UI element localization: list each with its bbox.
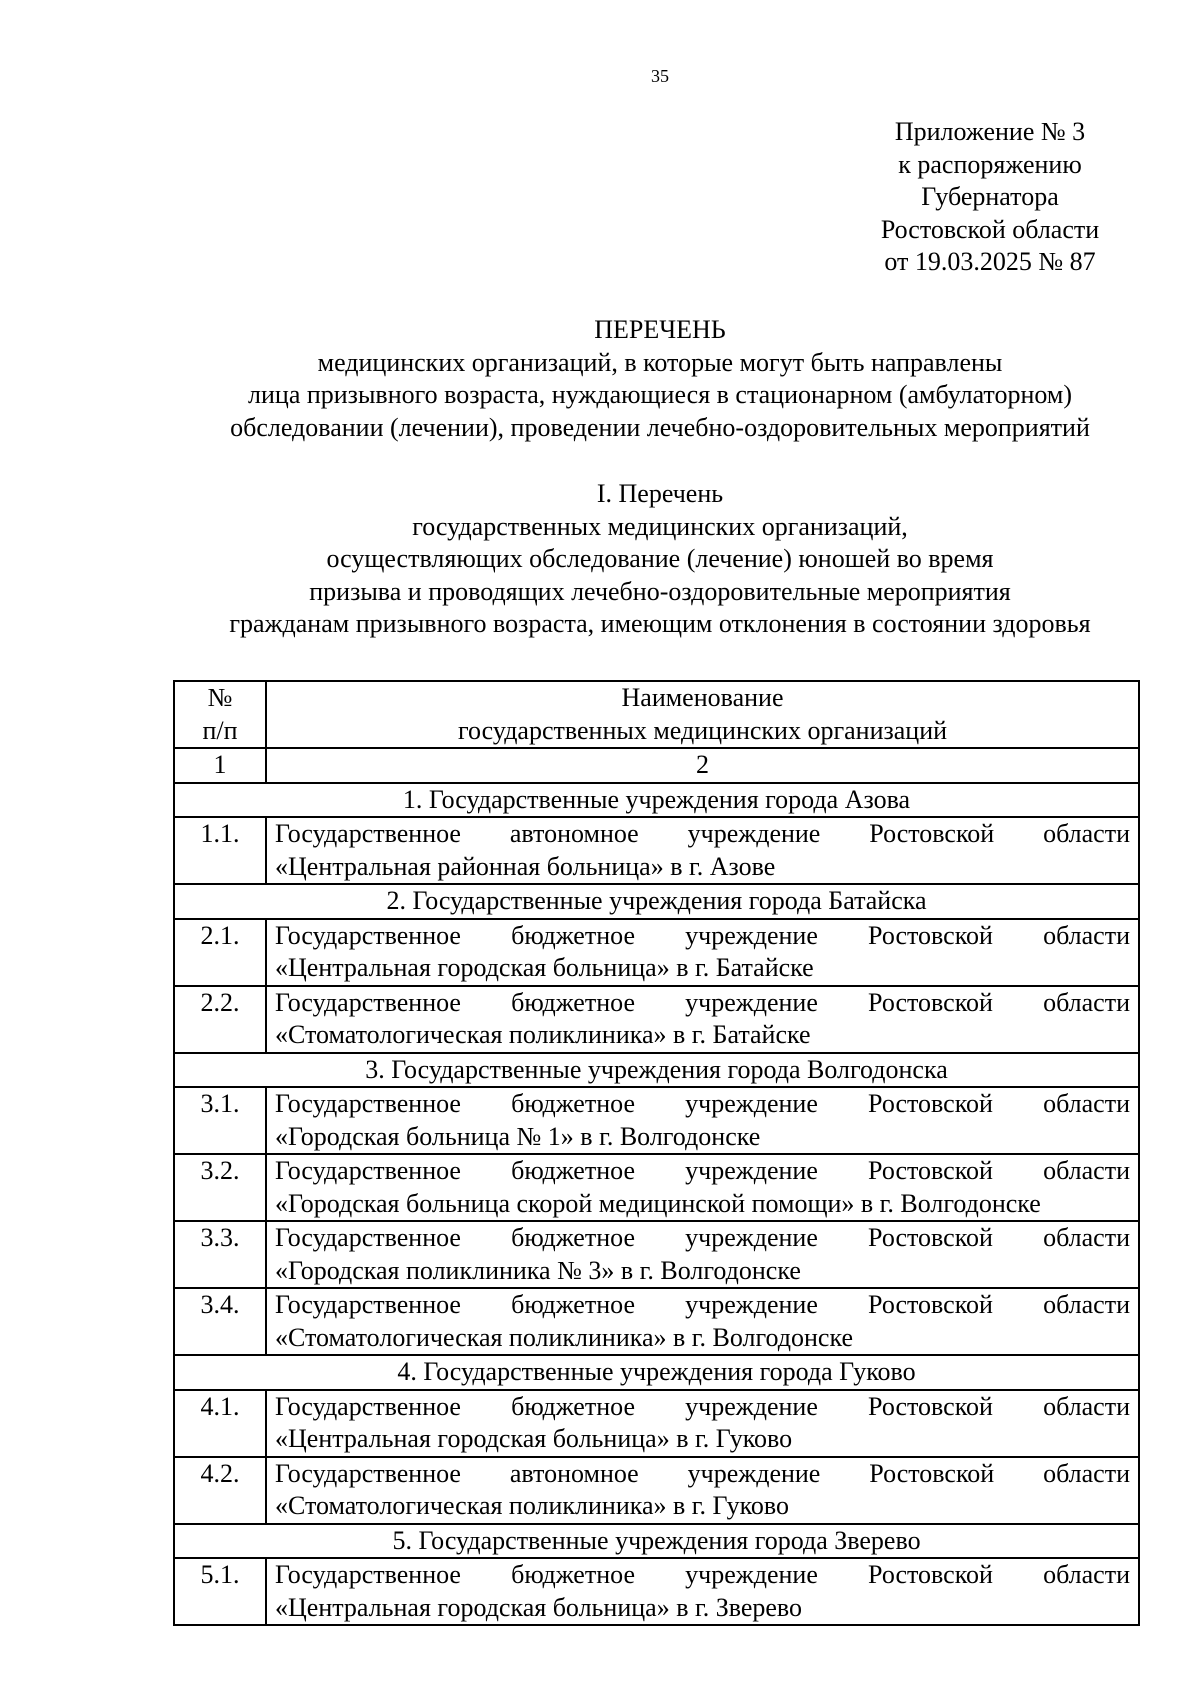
organization-name	[266, 919, 1139, 986]
header-num-cell	[174, 681, 266, 748]
organization-title: «Центральная городская больница» в г. Гуково	[275, 1424, 793, 1453]
column-numbers-row	[174, 748, 1139, 783]
organization-title: «Городская больница скорой медицинской помощи» в г. Волгодонске	[275, 1188, 1041, 1218]
table-row	[174, 1288, 1139, 1355]
organization-title: «Городская поликлиника № 3» в г. Волгодонске	[275, 1255, 801, 1285]
row-number: 3.4.	[174, 1288, 266, 1355]
row-number: 4.1.	[174, 1390, 266, 1457]
organization-title: «Стоматологическая поликлиника» в г. Батайске	[275, 1020, 811, 1049]
table-row	[174, 919, 1139, 986]
organization-title: «Центральная городская больница» в г. Батайске	[275, 953, 814, 982]
header-name-line: государственных медицинских организаций	[457, 715, 948, 745]
section-line: призыва и проводящих лечебно-оздоровительные мероприятия	[309, 576, 1011, 606]
organization-type: Государственное бюджетное учреждение Ростовской области	[275, 1560, 1130, 1589]
organization-type: Государственное бюджетное учреждение Ростовской области	[275, 987, 1130, 1017]
organization-type: Государственное бюджетное учреждение Ростовской области	[275, 1156, 1130, 1185]
column-number: 2	[266, 748, 1139, 783]
group-row	[174, 1524, 1139, 1559]
organization-name	[266, 1390, 1139, 1457]
table-row	[174, 1558, 1139, 1625]
organization-title: «Центральная районная больница» в г. Азове	[275, 851, 776, 881]
row-number: 2.2.	[174, 986, 266, 1053]
organization-title: «Центральная городская больница» в г. Зверево	[275, 1592, 803, 1622]
organization-title: «Стоматологическая поликлиника» в г. Волгодонске	[275, 1322, 853, 1352]
section-heading: I. Перечень	[596, 479, 724, 508]
table-row	[174, 986, 1139, 1053]
organizations-table	[173, 680, 1140, 1626]
organization-name	[266, 1154, 1139, 1221]
appendix-line: Приложение № 3	[894, 117, 1086, 146]
organization-name	[266, 817, 1139, 884]
organization-type: Государственное бюджетное учреждение Ростовской области	[275, 1391, 1130, 1421]
organization-name	[266, 986, 1139, 1053]
row-number: 3.3.	[174, 1221, 266, 1288]
header-num-label: п/п	[202, 715, 238, 745]
group-row	[174, 884, 1139, 919]
row-number: 3.2.	[174, 1154, 266, 1221]
organization-name	[266, 1457, 1139, 1524]
table-row	[174, 1087, 1139, 1154]
group-title: 2. Государственные учреждения города Батайска	[174, 884, 1139, 919]
organization-type: Государственное бюджетное учреждение Ростовской области	[275, 1089, 1130, 1118]
row-number: 5.1.	[174, 1558, 266, 1625]
appendix-line: Ростовской области	[880, 214, 1100, 244]
table-row	[174, 1154, 1139, 1221]
section-line: государственных медицинских организаций,	[412, 511, 908, 541]
organization-title: «Городская больница № 1» в г. Волгодонске	[275, 1121, 761, 1151]
table-row	[174, 1221, 1139, 1288]
title-line: медицинских организаций, в которые могут быть направлены	[317, 347, 1003, 377]
group-row	[174, 1053, 1139, 1088]
header-name-line: Наименование	[621, 683, 784, 712]
section-line: гражданам призывного возраста, имеющим отклонения в состоянии здоровья	[229, 609, 1091, 638]
column-number: 1	[174, 748, 266, 783]
title-line: обследовании (лечении), проведении лечебно-оздоровительных мероприятий	[230, 412, 1090, 442]
table-row	[174, 817, 1139, 884]
title-heading: ПЕРЕЧЕНЬ	[594, 315, 726, 344]
header-name-cell	[266, 681, 1139, 748]
section-line: осуществляющих обследование (лечение) юношей во время	[326, 544, 994, 573]
organization-name	[266, 1288, 1139, 1355]
group-title: 4. Государственные учреждения города Гуково	[174, 1355, 1139, 1390]
organization-type: Государственное бюджетное учреждение Ростовской области	[275, 1290, 1130, 1319]
appendix-line: от 19.03.2025 № 87	[884, 247, 1096, 276]
group-title: 5. Государственные учреждения города Зверево	[174, 1524, 1139, 1559]
group-row	[174, 783, 1139, 818]
organization-title: «Стоматологическая поликлиника» в г. Гуково	[275, 1491, 789, 1520]
appendix-block	[840, 116, 1140, 279]
organization-name	[266, 1558, 1139, 1625]
organization-type: Государственное бюджетное учреждение Ростовской области	[275, 920, 1130, 950]
header-num-symbol: №	[207, 683, 233, 712]
page-number: 35	[651, 66, 669, 86]
appendix-line: Губернатора	[921, 182, 1059, 211]
title-line: лица призывного возраста, нуждающиеся в стационарном (амбулаторном)	[248, 380, 1072, 409]
group-title: 1. Государственные учреждения города Азова	[174, 783, 1139, 818]
organization-name	[266, 1221, 1139, 1288]
organization-name	[266, 1087, 1139, 1154]
organization-type: Государственное автономное учреждение Ростовской области	[275, 1458, 1130, 1488]
group-title: 3. Государственные учреждения города Волгодонска	[174, 1053, 1139, 1088]
table-header-row	[174, 681, 1139, 748]
row-number: 3.1.	[174, 1087, 266, 1154]
appendix-line: к распоряжению	[898, 149, 1082, 179]
organization-type: Государственное бюджетное учреждение Ростовской области	[275, 1223, 1130, 1252]
row-number: 1.1.	[174, 817, 266, 884]
table-row	[174, 1390, 1139, 1457]
row-number: 2.1.	[174, 919, 266, 986]
row-number: 4.2.	[174, 1457, 266, 1524]
section-title	[0, 478, 1200, 641]
document-title	[0, 314, 1200, 444]
group-row	[174, 1355, 1139, 1390]
organization-type: Государственное автономное учреждение Ростовской области	[275, 819, 1130, 848]
table-row	[174, 1457, 1139, 1524]
